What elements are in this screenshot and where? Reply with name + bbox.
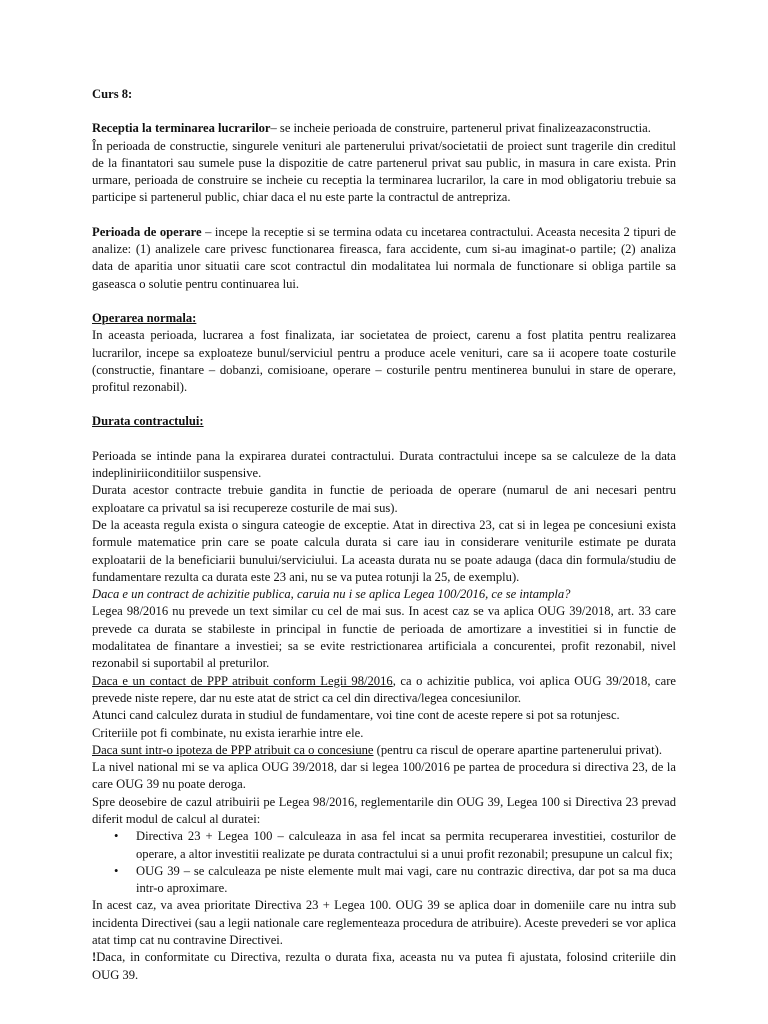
ppp-concession-text: (pentru ca riscul de operare apartine partenerului privat). (373, 742, 662, 757)
duration-paragraph-1: Perioada se intinde pana la expirarea duratei contractului. Durata contractului incepe sa se calculeze de la data indepliniriiconditiilor suspensive. (92, 448, 676, 481)
spacer (92, 207, 676, 224)
reception-paragraph: În perioada de constructie, singurele venituri ale partenerului privat/societatii de proiect sunt tragerile din creditul de la finantatori sau sumele puse la dispozitie de catre partenerul privat sau public, in masura in care exista. Prin urmare, perioada de construire se incheie cu receptia la terminarea lucrarilor, la care in mod obligatoriu trebuie sa participe si partenerul public, chiar daca el nu este parte la contractul de antrepriza. (92, 138, 676, 205)
exclamation-mark: ! (92, 950, 97, 965)
duration-paragraph-7: Criteriile pot fi combinate, nu exista ierarhie intre ele. (92, 725, 364, 740)
duration-question: Daca e un contract de achizitie publica, caruia nu i se aplica Legea 100/2016, ce se intampla? (92, 587, 571, 602)
operation-text: – incepe la receptie si se termina odata cu incetarea contractului. Aceasta necesita 2 tipuri de analize: (1) analizele care privesc functionarea fireasca, fara accidente, cum si-au imaginat-o partile; (2) analiza data de aparitia unor situatii care scot contractul din modalitatea lui normala de functionare si obliga partile sa gaseasca o solutie pentru continuarea lui. (92, 224, 676, 291)
spacer (92, 293, 676, 310)
duration-paragraph-12 (92, 949, 676, 984)
course-title: Curs 8: (92, 87, 133, 101)
operation-heading: Perioada de operare (92, 224, 202, 239)
bullet-text: Directiva 23 + Legea 100 – calculeaza in asa fel incat sa permita recuperarea investitiei, costurilor de operare, a altor investitii realizate pe durata contractului si a unui profit rezonabil; presupune un calcul fix; (136, 829, 676, 861)
reception-dash-text: – se incheie perioada de construire, partenerul privat finalizeazaconstructia. (270, 121, 651, 136)
ppp-98-text: , ca o achizitie publica, voi aplica OUG 39/2018, care prevede niste repere, dar nu este atat de strict ca cel din directiva/legea concesiunilor. (92, 673, 676, 705)
spacer (92, 396, 676, 413)
duration-paragraph-4: Legea 98/2016 nu prevede un text similar cu cel de mai sus. In acest caz se va aplica OUG 39/2018, art. 33 care prevede ca durata se stabileste in principal in functie de perioada de amortizare a investitiei si in functie de modalitatea de finantare a investiei; sa se evite restrictionarea artificiala a concurentei, profit rezonabil, nivel rezonabil si suportabil al preturilor. (92, 604, 676, 671)
duration-heading: Durata contractului: (92, 414, 204, 429)
duration-paragraph-6: Atunci cand calculez durata in studiul de fundamentare, voi tine cont de aceste repere si pot sa rotunjesc. (92, 708, 620, 723)
normal-operation-heading: Operarea normala: (92, 310, 197, 325)
bullet-icon: • (114, 863, 119, 878)
duration-paragraph-2: Durata acestor contracte trebuie gandita in functie de perioada de operare (numarul de ani necesari pentru exploatare ca privatul sa isi recupereze costurile de mai sus). (92, 483, 676, 515)
reception-heading: Receptia la terminarea lucrarilor (92, 121, 271, 136)
list-item (92, 828, 676, 863)
duration-paragraph-8 (92, 742, 676, 759)
duration-paragraph-10: Spre deosebire de cazul atribuirii pe Legea 98/2016, reglementarile din OUG 39, Legea 100 si Directiva 23 prevad diferit modul de calcul al duratei: (92, 794, 676, 826)
duration-paragraph-5 (92, 673, 676, 708)
reception-intro (92, 120, 676, 137)
duration-paragraph-3: De la aceasta regula exista o singura cateogie de exceptie. Atat in directiva 23, cat si in legea pe concesiuni exista formule matematice prin care se poate calcula durata si care iau in considerare veniturile estimate pe durata exploatarii de la beneficiarii bunului/serviciului. La aceasta durata nu se poate adauga (daca din formula/studiu de fundamentare rezulta ca durata este 23 ani, nu se va putea rotunji la 25, de exemplu). (92, 517, 676, 584)
list-item (92, 863, 676, 898)
ppp-concession-underline: Daca sunt intr-o ipoteza de PPP atribuit ca o concesiune (92, 742, 374, 757)
ppp-98-underline: Daca e un contact de PPP atribuit conform Legii 98/2016 (92, 673, 393, 688)
duration-paragraph-9: La nivel national mi se va aplica OUG 39/2018, dar si legea 100/2016 pe partea de procedura si directiva 23, de la care OUG 39 nu poate deroga. (92, 760, 676, 792)
duration-bullet-list (92, 828, 676, 897)
operation-paragraph (92, 224, 676, 293)
normal-operation-paragraph: In aceasta perioada, lucrarea a fost finalizata, iar societatea de proiect, carenu a fost platita pentru realizarea lucrarilor, incepe sa exploateze bunul/serviciul pentru a produce acele venituri, care sa ii acopere toate costurile (constructie, finantare – dobanzi, comisioane, operare – costurile pentru mentinerea bunului in stare de operare, profitul rezonabil). (92, 328, 676, 395)
duration-paragraph-11: In acest caz, va avea prioritate Directiva 23 + Legea 100. OUG 39 se aplica doar in domeniile care nu intra sub incidenta Directivei (sau a legii nationale care reglementeaza procedura de atribuire). Aceste prevederi se vor aplica atat timp cat nu contravine Directivei. (92, 898, 676, 948)
bullet-text: OUG 39 – se calculeaza pe niste elemente mult mai vagi, care nu contrazic directiva, dar pot sa ma duca intr-o aproximare. (136, 863, 676, 896)
spacer (92, 431, 676, 448)
spacer (92, 103, 676, 120)
final-note-text: Daca, in conformitate cu Directiva, rezulta o durata fixa, aceasta nu va putea fi ajustata, folosind criteriile din OUG 39. (92, 950, 676, 982)
bullet-icon: • (114, 829, 119, 844)
